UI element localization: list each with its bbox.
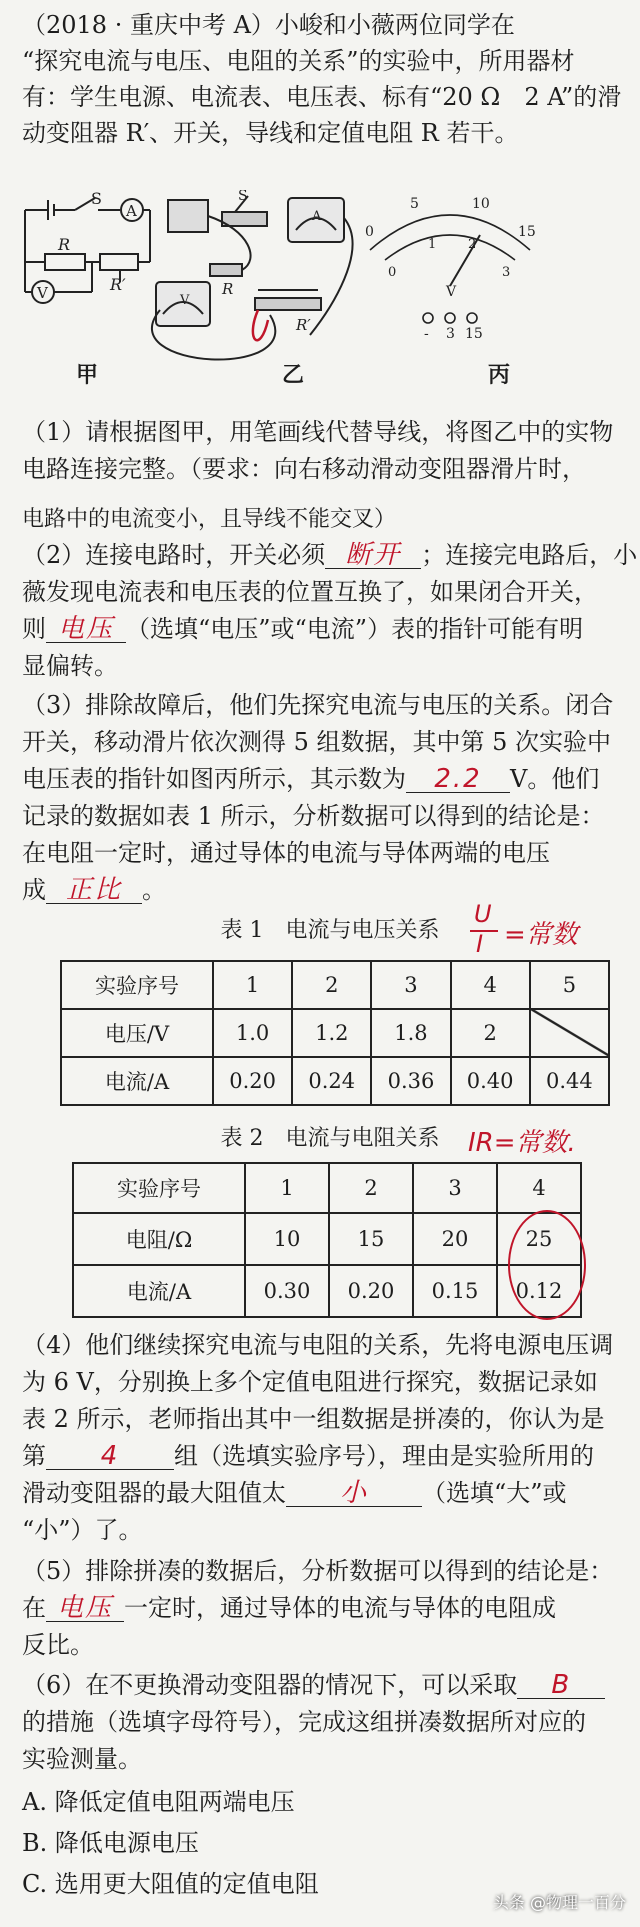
- q4-line-3: 表 2 所示，老师指出其中一组数据是拼凑的，你认为是: [22, 1405, 605, 1433]
- jia-voltmeter-label: V: [37, 284, 48, 302]
- intro-line-1: （2018 · 重庆中考 A）小峻和小薇两位同学在: [22, 11, 515, 39]
- circuit-drawing: [10, 190, 630, 390]
- q2-text-a: （2）连接电路时，开关必须: [22, 541, 326, 569]
- q2-blank-2[interactable]: [46, 612, 126, 643]
- table1-header-cell: 5: [530, 961, 609, 1009]
- q4-line-1: （4）他们继续探究电流与电阻的关系，先将电源电压调: [22, 1331, 614, 1359]
- table1-cell: 1.2: [292, 1009, 371, 1057]
- q3-answer-2: 正比: [65, 875, 122, 905]
- q2-blank-1[interactable]: [325, 538, 421, 569]
- q5-text-a: 在: [22, 1594, 46, 1622]
- bing-unit-label: V: [446, 284, 457, 300]
- q5-answer: 电压: [56, 1593, 113, 1623]
- bing-terminal-3: 3: [446, 326, 455, 342]
- table2-header-cell: 4: [497, 1163, 581, 1213]
- jia-switch-label: S: [91, 190, 102, 208]
- q6-blank[interactable]: [517, 1668, 605, 1699]
- table2-cell: 0.12: [497, 1265, 581, 1317]
- q2-line-1: [22, 538, 638, 572]
- q6-answer: B: [551, 1670, 572, 1700]
- figure-label-bing: 丙: [488, 362, 511, 388]
- yi-switch-label: S: [238, 190, 248, 204]
- table1-current-row: [61, 1057, 609, 1105]
- intro-line-2: “探究电流与电压、电阻的关系”的实验中，所用器材: [22, 47, 575, 75]
- q6-line-2: 的措施（选填字母符号），完成这组拼凑数据所对应的: [22, 1708, 586, 1736]
- intro-line-3: 有：学生电源、电流表、电压表、标有“20 Ω 2 A”的滑: [22, 83, 622, 111]
- table2-header-row: [73, 1163, 581, 1213]
- q4-answer-1: 4: [100, 1441, 120, 1471]
- q6-text-a: （6）在不更换滑动变阻器的情况下，可以采取: [22, 1671, 518, 1699]
- table1-caption: 表 1 电流与电压关系: [220, 918, 440, 943]
- table2-cell: 20: [413, 1213, 497, 1265]
- bing-bottom-tick-3: 3: [502, 265, 511, 280]
- figure-label-yi: 乙: [282, 362, 305, 388]
- table1-cell: 电压/V: [61, 1009, 213, 1057]
- bing-bottom-tick-1: 1: [428, 237, 437, 252]
- table2-header-cell: 2: [329, 1163, 413, 1213]
- q6-option-b: B. 降低电源电压: [22, 1829, 199, 1857]
- bing-bottom-tick-0: 0: [388, 265, 397, 280]
- table1-note-numerator: U: [474, 900, 492, 928]
- bing-top-tick-15: 15: [518, 224, 536, 240]
- table2-circle-mark: [508, 1210, 586, 1320]
- handwritten-wire: [253, 310, 268, 340]
- yi-resistor-label: R: [222, 280, 234, 298]
- figure-label-jia: 甲: [76, 362, 99, 388]
- bing-top-tick-0: 0: [365, 224, 374, 240]
- q4-line-6: “小”）了。: [22, 1516, 143, 1544]
- table1-voltage-row: [61, 1009, 609, 1057]
- q2-text-b: ；连接完电路后，小: [421, 541, 638, 569]
- q6-line-1: [22, 1668, 622, 1702]
- q3-line-2: 开关，移动滑片依次测得 5 组数据，其中第 5 次实验中: [22, 728, 612, 756]
- q3-text-b: V。他们: [510, 765, 600, 793]
- q2-answer-2: 电压: [57, 614, 114, 644]
- table1-header-cell: 2: [292, 961, 371, 1009]
- bing-terminal-minus: -: [424, 326, 429, 342]
- table1-cell: 电流/A: [61, 1057, 213, 1105]
- table2-header-cell: 3: [413, 1163, 497, 1213]
- q4-line-4: [22, 1439, 622, 1473]
- table1-note-fraction-bar: [470, 930, 498, 932]
- q2-line-2: 薇发现电流表和电压表的位置互换了，如果闭合开关，: [22, 578, 598, 606]
- table2-cell: 25: [497, 1213, 581, 1265]
- table2-handwritten-note: IR=常数.: [468, 1128, 576, 1158]
- q4-line-2: 为 6 V，分别换上多个定值电阻进行探究，数据记录如: [22, 1368, 598, 1396]
- q5-line-2: [22, 1591, 622, 1625]
- bing-top-tick-10: 10: [472, 196, 490, 212]
- table2-cell: 0.20: [329, 1265, 413, 1317]
- q2-text-c: 则: [22, 615, 46, 643]
- table2-cell: 0.15: [413, 1265, 497, 1317]
- q4-blank-1[interactable]: [46, 1439, 174, 1470]
- table2-current-row: [73, 1265, 581, 1317]
- jia-rheostat-label: R′: [110, 275, 126, 294]
- circuit-figure: [10, 190, 630, 390]
- q3-line-5: 在电阻一定时，通过导体的电流与导体两端的电压: [22, 839, 550, 867]
- table1-cell: 0.24: [292, 1057, 371, 1105]
- table1-cell: 0.36: [371, 1057, 450, 1105]
- table1-cell: 0.44: [530, 1057, 609, 1105]
- q3-line-1: （3）排除故障后，他们先探究电流与电压的关系。闭合: [22, 691, 614, 719]
- q4-blank-2[interactable]: [286, 1476, 422, 1507]
- table2-header-cell: 1: [245, 1163, 329, 1213]
- table1-header-row: [61, 961, 609, 1009]
- q3-blank-1[interactable]: [406, 762, 510, 793]
- intro-line-4: 动变阻器 R′、开关，导线和定值电阻 R 若干。: [22, 119, 519, 147]
- q4-line-5: [22, 1476, 622, 1510]
- jia-resistor-label: R: [58, 235, 71, 254]
- table2-cell: 电流/A: [73, 1265, 245, 1317]
- yi-rheostat-label: R′: [296, 316, 311, 334]
- q2-text-d: （选填“电压”或“电流”）表的指针可能有明: [126, 615, 584, 643]
- table1-note-rest: =常数: [504, 920, 578, 950]
- q1-line-2: 电路连接完整。（要求：向右移动滑动变阻器滑片时，: [22, 455, 586, 483]
- yi-voltmeter-label: V: [180, 293, 190, 308]
- q3-blank-2[interactable]: [46, 873, 142, 904]
- q5-line-3: 反比。: [22, 1631, 94, 1659]
- watermark: 头条 @物理一百分: [492, 1893, 626, 1912]
- bing-terminal-15: 15: [465, 326, 483, 342]
- q5-line-1: （5）排除拼凑的数据后，分析数据可以得到的结论是：: [22, 1557, 614, 1585]
- q4-text-d: （选填“大”或: [422, 1479, 567, 1507]
- jia-ammeter-label: A: [126, 202, 137, 220]
- q6-option-a: A. 降低定值电阻两端电压: [22, 1788, 295, 1816]
- q4-text-a: 第: [22, 1442, 46, 1470]
- table1-header-cell: 4: [451, 961, 530, 1009]
- table1-cell: 1.0: [213, 1009, 292, 1057]
- table1-cell: 0.40: [451, 1057, 530, 1105]
- q2-line-4: 显偏转。: [22, 652, 118, 680]
- q2-answer-1: 断开: [345, 540, 402, 570]
- table2-resistance-row: [73, 1213, 581, 1265]
- bing-top-tick-5: 5: [410, 196, 419, 212]
- q3-text-d: 。: [142, 876, 166, 904]
- table1-header-cell: 1: [213, 961, 292, 1009]
- q3-line-4: 记录的数据如表 1 所示，分析数据可以得到的结论是：: [22, 802, 605, 830]
- table1-note-denominator: I: [476, 930, 484, 958]
- table2: [72, 1162, 582, 1318]
- table1-header-cell: 3: [371, 961, 450, 1009]
- q3-text-a: 电压表的指针如图丙所示，其示数为: [22, 765, 406, 793]
- table1-cell-diagonal: [530, 1009, 609, 1057]
- table2-cell: 电阻/Ω: [73, 1213, 245, 1265]
- table2-cell: 0.30: [245, 1265, 329, 1317]
- bing-bottom-tick-2: 2: [468, 237, 477, 252]
- q2-line-3: [22, 612, 622, 646]
- table1-header-cell: 实验序号: [61, 961, 213, 1009]
- q1-line-1: （1）请根据图甲，用笔画线代替导线，将图乙中的实物: [22, 418, 614, 446]
- q4-answer-2: 小: [339, 1478, 368, 1508]
- table1-cell: 1.8: [371, 1009, 450, 1057]
- table1-handwritten-note: [470, 900, 610, 960]
- q4-text-c: 滑动变阻器的最大阻值太: [22, 1479, 286, 1507]
- q4-text-b: 组（选填实验序号），理由是实验所用的: [174, 1442, 594, 1470]
- q6-line-3: 实验测量。: [22, 1745, 142, 1773]
- table1-cell: 2: [451, 1009, 530, 1057]
- table2-caption: 表 2 电流与电阻关系: [220, 1126, 440, 1151]
- q5-text-b: 一定时，通过导体的电流与导体的电阻成: [124, 1594, 556, 1622]
- table1-cell: 0.20: [213, 1057, 292, 1105]
- q3-line-3: [22, 762, 622, 796]
- table1: [60, 960, 610, 1106]
- table2-cell: 15: [329, 1213, 413, 1265]
- q3-answer-1: 2.2: [434, 764, 482, 794]
- q3-text-c: 成: [22, 876, 46, 904]
- table2-header-cell: 实验序号: [73, 1163, 245, 1213]
- yi-ammeter-label: A: [312, 209, 322, 224]
- table2-cell: 10: [245, 1213, 329, 1265]
- q5-blank[interactable]: [46, 1591, 124, 1622]
- q6-option-c: C. 选用更大阻值的定值电阻: [22, 1870, 319, 1898]
- q1-line-3: 电路中的电流变小，且导线不能交叉）: [22, 507, 397, 532]
